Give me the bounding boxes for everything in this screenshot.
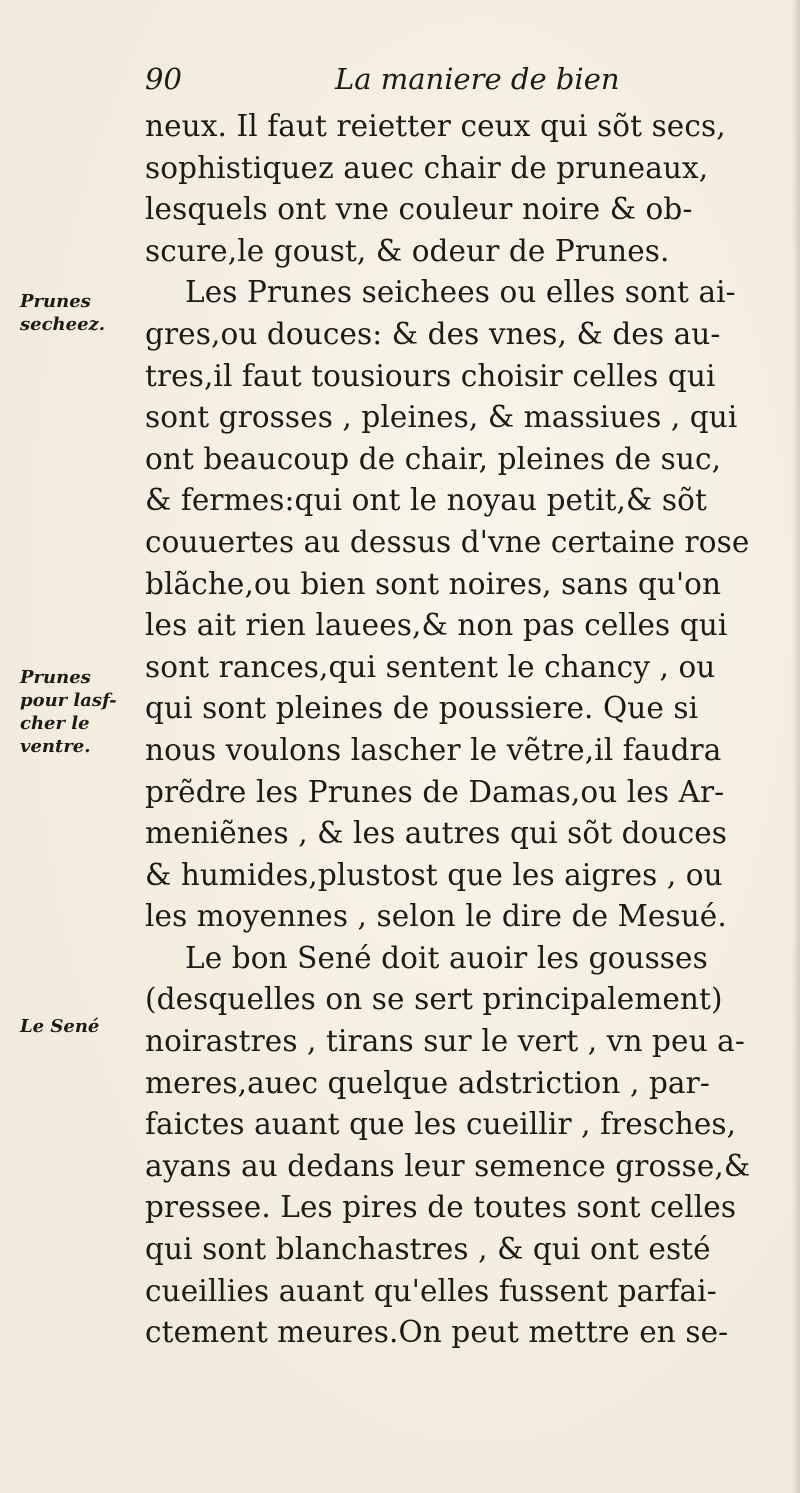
text-line: prẽdre les Prunes de Damas,ou les Ar-	[145, 774, 725, 809]
margin-note-le-sene	[20, 1015, 140, 1038]
text-line: Le bon Sené doit auoir les gousses	[185, 940, 708, 975]
text-line: (desquelles on se sert principalement)	[145, 982, 723, 1017]
text-line: ayans au dedans leur semence grosse,&	[145, 1148, 751, 1183]
text-line: neux. Il faut reietter ceux qui sõt secs,	[145, 109, 726, 143]
margin-note-line: secheez.	[20, 314, 106, 335]
text-line: ont beaucoup de chair, pleines de suc,	[145, 441, 722, 476]
page-edge-shadow	[792, 0, 800, 1493]
margin-note-line: cher le	[20, 713, 90, 734]
text-line: gres,ou douces: & des vnes, & des au-	[145, 316, 721, 351]
text-line: lesquels ont vne couleur noire & ob-	[145, 192, 693, 227]
text-line: blãche,ou bien sont noires, sans qu'on	[145, 566, 722, 601]
text-line: scure,le goust, & odeur de Prunes.	[145, 233, 670, 268]
margin-note-line: ventre.	[20, 736, 91, 757]
text-line: meres,auec quelque adstriction , par-	[145, 1065, 710, 1100]
text-line: pressee. Les pires de toutes sont celles	[145, 1190, 737, 1225]
text-line: qui sont pleines de poussiere. Que si	[145, 691, 699, 726]
margin-note-prunes-sechees	[20, 290, 140, 336]
text-line: tres,il faut tousiours choisir celles qui	[145, 358, 716, 393]
text-line: faictes auant que les cueillir , fresches,	[145, 1107, 737, 1142]
text-line: meniẽnes , & les autres qui sõt douces	[145, 816, 728, 851]
body-text	[145, 106, 795, 1354]
text-line: nous voulons lascher le vẽtre,il faudra	[145, 732, 722, 767]
text-line: & fermes:qui ont le noyau petit,& sõt	[145, 483, 707, 518]
text-line: couuertes au dessus d'vne certaine rose	[145, 524, 750, 559]
margin-note-line: Prunes	[20, 291, 91, 312]
text-line: noirastres , tirans sur le vert , vn peu a-	[145, 1024, 745, 1059]
text-line: les ait rien lauees,& non pas celles qui	[145, 608, 728, 643]
text-line: & humides,plustost que les aigres , ou	[145, 857, 723, 892]
text-line: ctement meures.On peut mettre en se-	[145, 1315, 729, 1350]
page-number: 90	[145, 62, 182, 96]
text-line: les moyennes , selon le dire de Mesué.	[145, 899, 727, 934]
margin-note-prunes-lascher	[20, 666, 140, 758]
margin-note-line: pour lasf-	[20, 690, 117, 711]
text-line: Les Prunes seichees ou elles sont ai-	[185, 275, 736, 310]
text-line: cueillies auant qu'elles fussent parfai-	[145, 1273, 717, 1308]
margin-note-line: Prunes	[20, 667, 91, 688]
page-header	[145, 62, 705, 106]
text-line: qui sont blanchastres , & qui ont esté	[145, 1232, 711, 1267]
text-line: sophistiquez auec chair de pruneaux,	[145, 150, 709, 185]
text-line: sont rances,qui sentent le chancy , ou	[145, 649, 716, 684]
running-head: La maniere de bien	[335, 62, 620, 96]
text-line: sont grosses , pleines, & massiues , qui	[145, 400, 738, 435]
margin-note-line: Le Sené	[20, 1016, 100, 1037]
